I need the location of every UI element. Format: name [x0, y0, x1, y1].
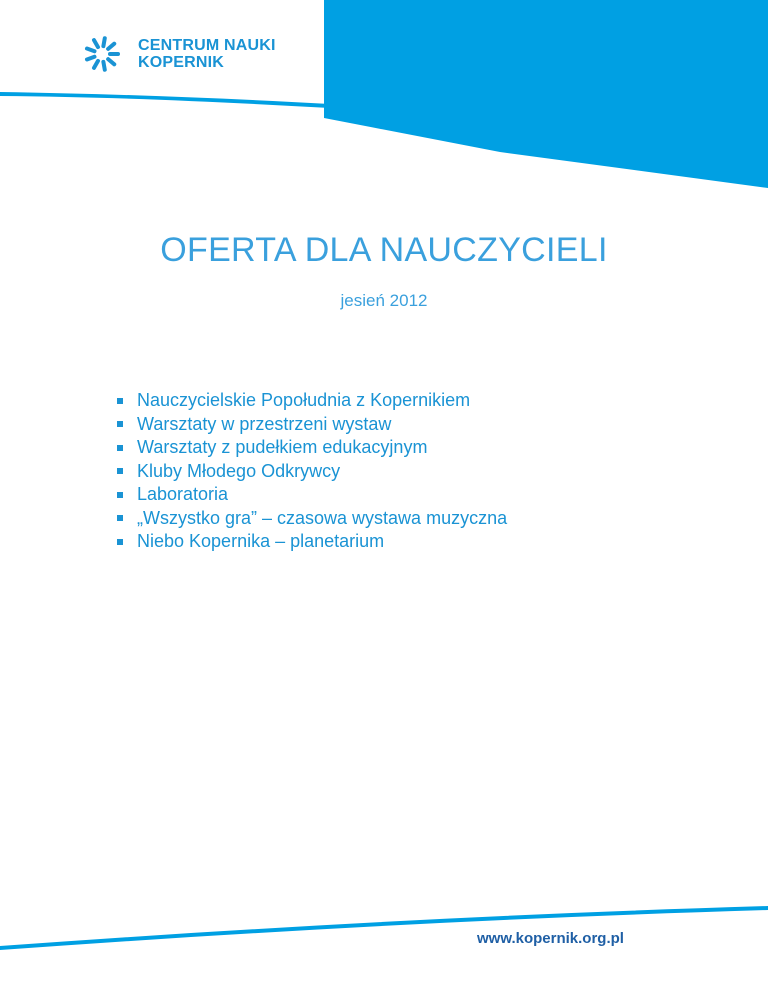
bullet-icon	[117, 492, 123, 498]
list-item	[117, 413, 507, 437]
list-item	[117, 389, 507, 413]
logo	[74, 26, 276, 82]
kopernik-logo-icon	[74, 26, 130, 82]
bullet-icon	[117, 421, 123, 427]
page-title: OFERTA DLA NAUCZYCIELI	[160, 231, 608, 269]
footer-divider	[0, 900, 768, 950]
logo-wordmark	[138, 37, 276, 71]
offer-label: Nauczycielskie Popołudnia z Kopernikiem	[137, 390, 471, 411]
list-item	[117, 483, 507, 507]
website-url[interactable]: www.kopernik.org.pl	[477, 930, 624, 947]
bullet-icon	[117, 539, 123, 545]
list-item	[117, 460, 507, 484]
offer-list	[117, 389, 507, 554]
page-subtitle: jesień 2012	[340, 291, 428, 310]
list-item	[117, 436, 507, 460]
offer-label: Warsztaty z pudełkiem edukacyjnym	[137, 437, 428, 458]
bullet-icon	[117, 515, 123, 521]
bullet-icon	[117, 398, 123, 404]
logo-line-1: CENTRUM NAUKI	[138, 37, 276, 54]
offer-label: Niebo Kopernika – planetarium	[137, 531, 385, 552]
list-item	[117, 507, 507, 531]
offer-label: Warsztaty w przestrzeni wystaw	[137, 413, 392, 434]
list-item	[117, 530, 507, 554]
logo-line-2: KOPERNIK	[138, 54, 225, 71]
offer-label: „Wszystko gra” – czasowa wystawa muzyczna	[137, 507, 508, 528]
bullet-icon	[117, 468, 123, 474]
offer-label: Laboratoria	[137, 484, 229, 505]
bullet-icon	[117, 445, 123, 451]
offer-label: Kluby Młodego Odkrywcy	[137, 460, 341, 481]
